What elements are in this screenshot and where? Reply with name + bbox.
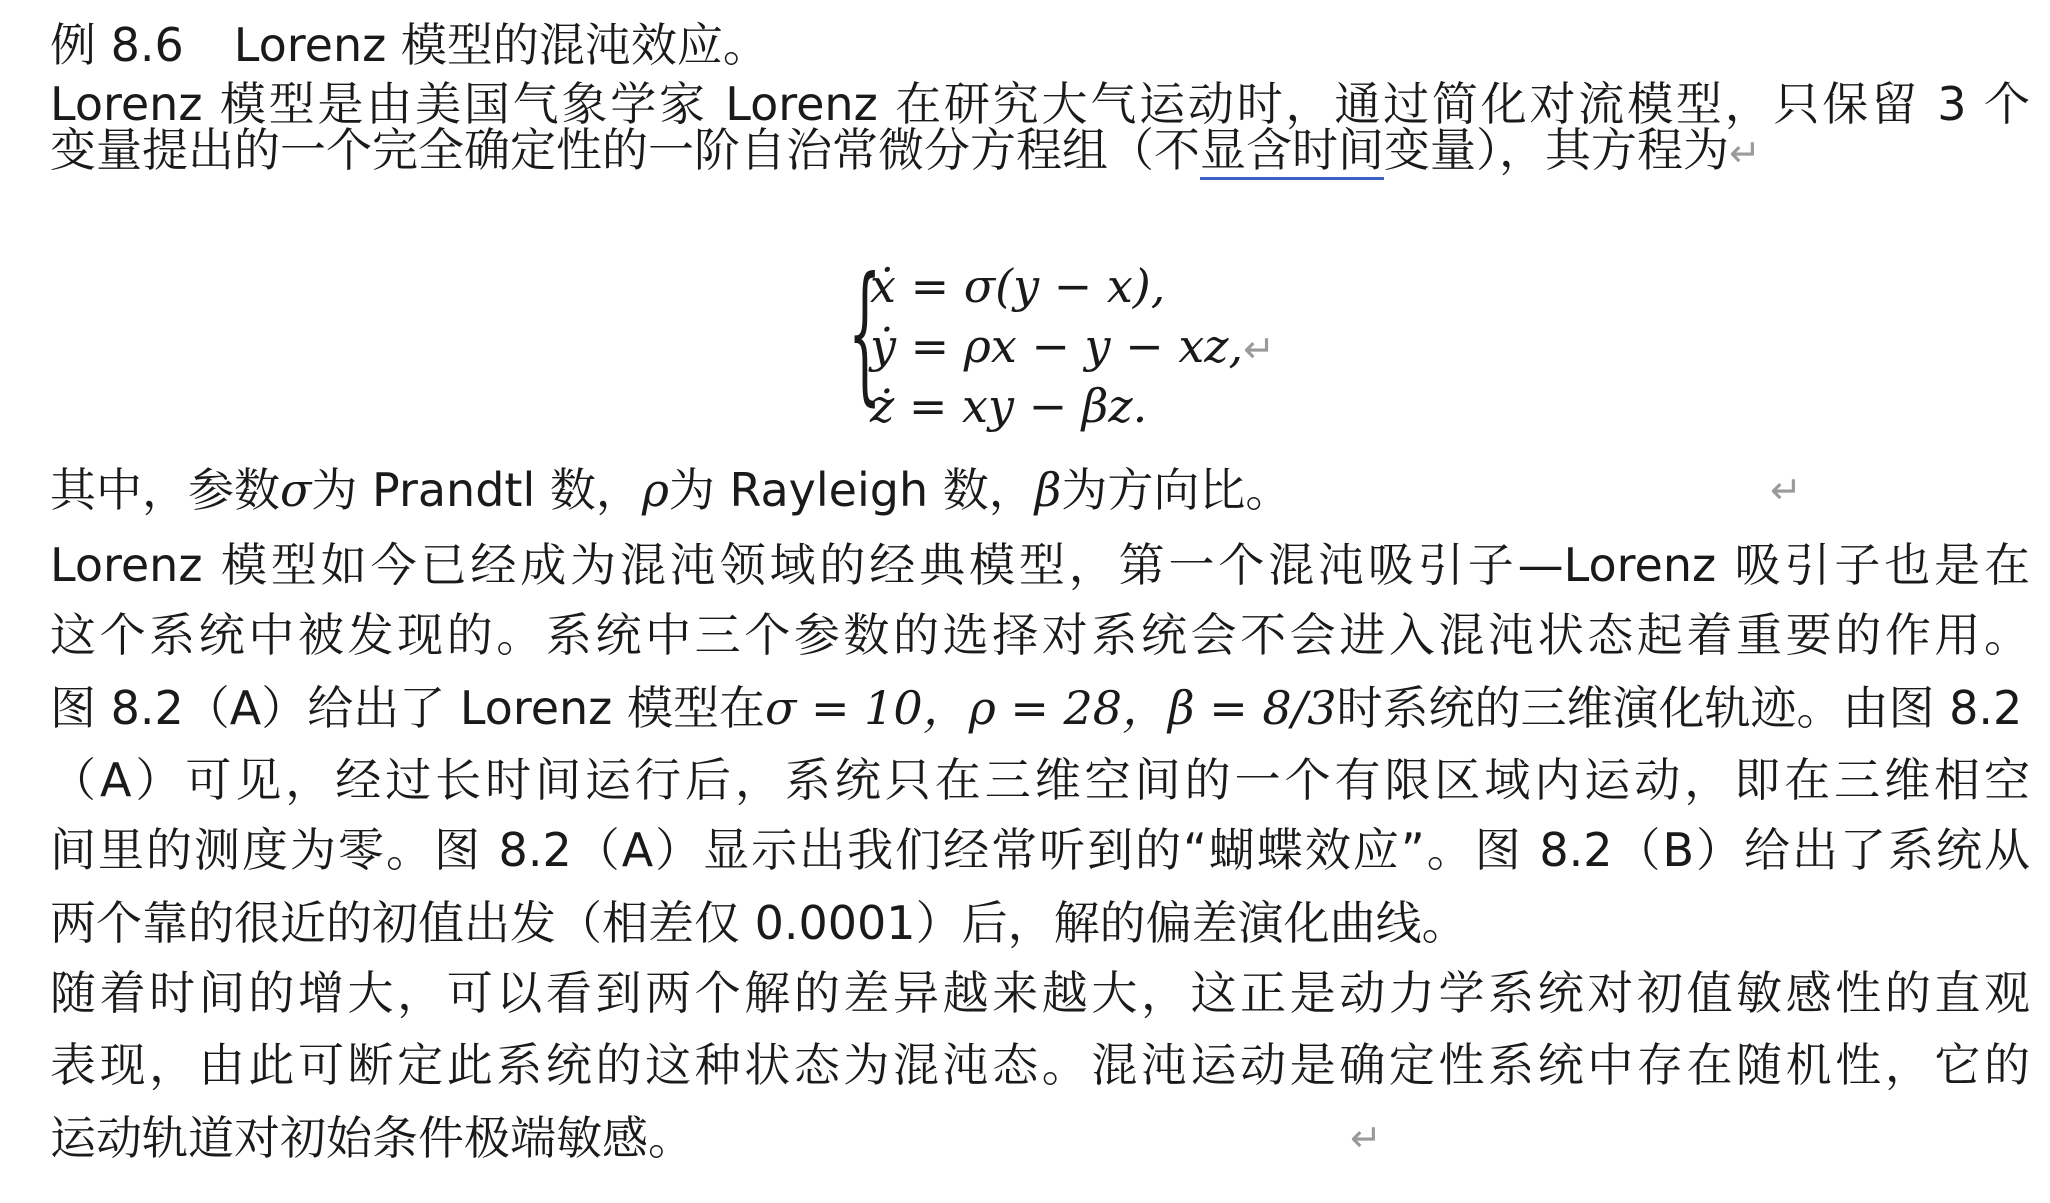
paragraph-mark: ↵ xyxy=(1243,327,1275,371)
para3-line-3: 运动轨道对初始条件极端敏感。 ↵ xyxy=(50,1111,1382,1165)
para2-line-4: （A）可见，经过长时间运行后，系统只在三维空间的一个有限区域内运动，即在三维相空 xyxy=(50,753,2030,807)
equation-x: ẋ = σ(y − x), xyxy=(870,259,1166,313)
parameters-line: 其中，参数σ为 Prandtl 数，ρ为 Rayleigh 数，β为方向比。 ↵ xyxy=(50,463,1802,517)
para2-line-1: Lorenz 模型如今已经成为混沌领域的经典模型，第一个混沌吸引子—Lorenz 吸引子也是在 xyxy=(50,538,2030,592)
para3-line-2: 表现，由此可断定此系统的这种状态为混沌态。混沌运动是确定性系统中存在随机性，它的 xyxy=(50,1038,2030,1092)
equation-brace: { xyxy=(848,246,882,420)
para2-line-6: 两个靠的很近的初值出发（相差仅 0.0001）后，解的偏差演化曲线。 xyxy=(50,896,1468,950)
parameter-values: σ = 10，ρ = 28，β = 8/3 xyxy=(764,681,1337,735)
example-number: 例 8.6 xyxy=(50,18,184,72)
para2-line-2: 这个系统中被发现的。系统中三个参数的选择对系统会不会进入混沌状态起着重要的作用。 xyxy=(50,608,2030,662)
example-title: Lorenz 模型的混沌效应。 xyxy=(233,18,769,72)
spellcheck-underline: 显含时间 xyxy=(1200,123,1384,180)
equation-y: ẏ = ρx − y − xz,↵ xyxy=(870,319,1275,373)
intro-line-1: Lorenz 模型是由美国气象学家 Lorenz 在研究大气运动时，通过简化对流模型，只保留 3 个 xyxy=(50,77,2030,131)
para2-line-3: 图 8.2（A）给出了 Lorenz 模型在σ = 10，ρ = 28，β = 8/3时系统的三维演化轨迹。由图 8.2 xyxy=(50,681,2023,735)
example-heading xyxy=(50,17,2030,73)
paragraph-mark: ↵ xyxy=(1770,468,1802,512)
paragraph-mark: ↵ xyxy=(1350,1116,1382,1160)
intro-line-2: 变量提出的一个完全确定性的一阶自治常微分方程组（不显含时间变量），其方程为↵ xyxy=(50,122,2030,181)
paragraph-mark: ↵ xyxy=(1729,131,1761,175)
para2-line-5: 间里的测度为零。图 8.2（A）显示出我们经常听到的“蝴蝶效应”。图 8.2（B）给出了系统从 xyxy=(50,823,2030,877)
para3-line-1: 随着时间的增大，可以看到两个解的差异越来越大，这正是动力学系统对初值敏感性的直观 xyxy=(50,966,2030,1020)
equation-z: ż = xy − βz. xyxy=(870,379,1148,433)
